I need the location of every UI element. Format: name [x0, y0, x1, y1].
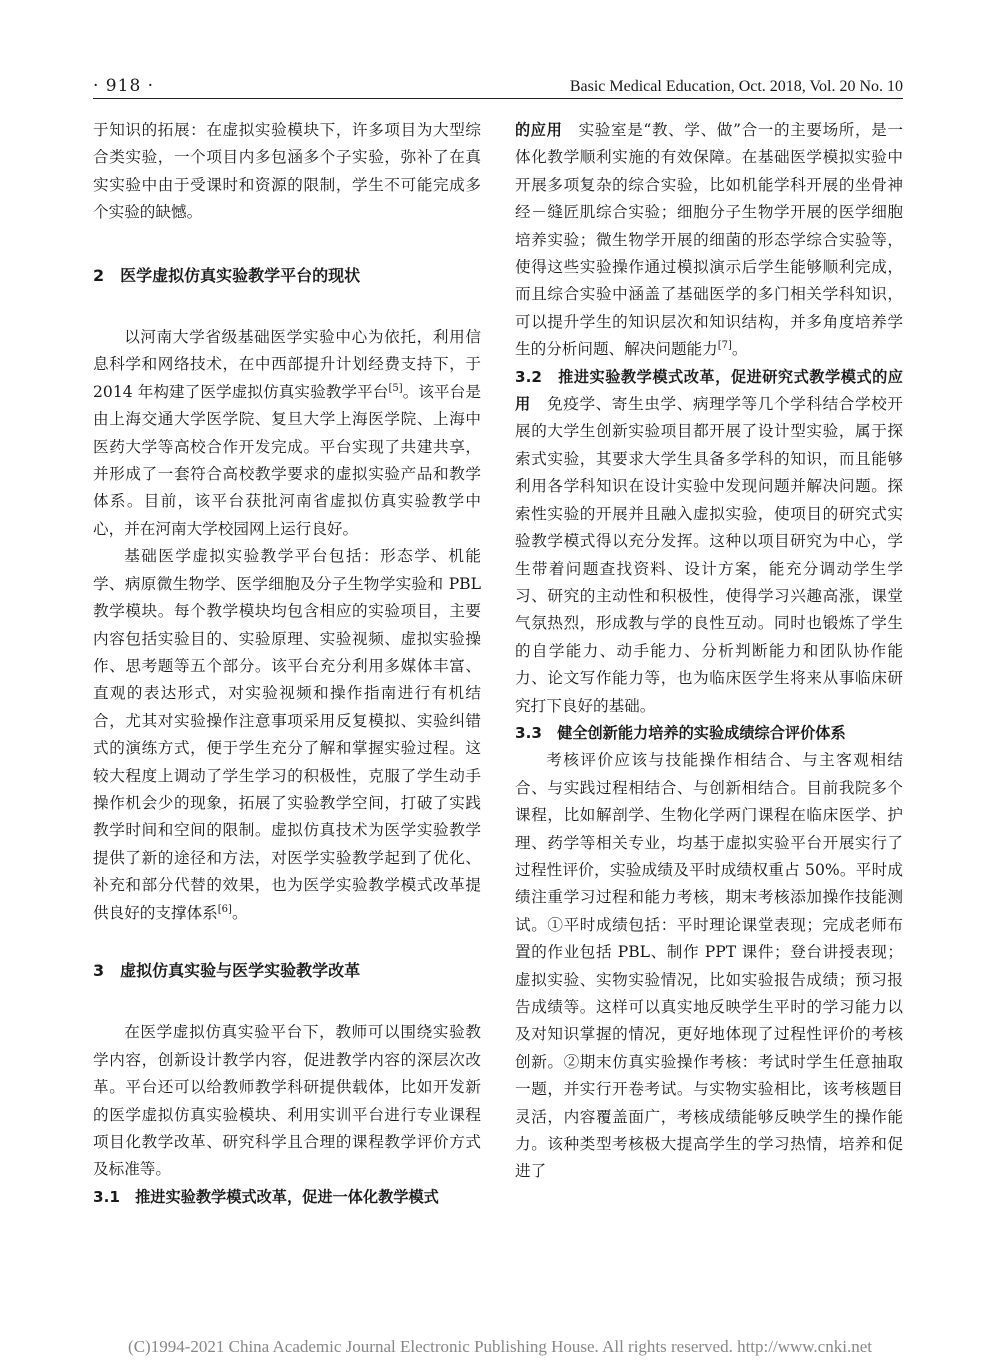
paragraph-text: 免疫学、寄生虫学、病理学等几个学科结合学校开展的大学生创新实验项目都开展了设计型实验，属于探索式实验，其要求大学生具备多学科的知识，而且能够利用各学科知识在设计实验中发现问题并解决问题。探索性实验的开展并且融入虚拟实验，使项目的研究式实验教学模式得以充分发挥。这种以项目研究为中心，学生带着问题查找资料、设计方案，能充分调动学生学习、研究的主动性和积极性，使得学习兴趣高涨，课堂气氛热烈，形成教与学的良性互动。同时也锻炼了学生的自学能力、动手能力、分析判断能力和团队协作能力、论文写作能力等，也为临床医学生将来从事临床研究打下良好的基础。: [515, 395, 903, 715]
paragraph-platform-modules: [93, 543, 481, 927]
subsection-3-3-heading: [515, 720, 903, 747]
journal-citation: Basic Medical Education, Oct. 2018, Vol. 20 No. 10: [569, 78, 903, 95]
subsection-3-1-body: [515, 117, 903, 364]
subsection-heading-text: 3.1 推进实验教学模式改革，促进一体化教学模式: [93, 1187, 439, 1206]
page-number: · 918 ·: [93, 76, 155, 96]
paragraph-section-3-intro: 在医学虚拟仿真实验平台下，教师可以围绕实验教学内容，创新设计教学内容，促进教学内容的深层次改革。平台还可以给教师教学科研提供载体，比如开发新的医学虚拟仿真实验模块、利用实训平台进行专业课程项目化教学改革、研究科学且合理的课程教学评价方式及标准等。: [93, 1023, 481, 1179]
subsection-3-3-body: 考核评价应该与技能操作相结合、与主客观相结合、与实践过程相结合、与创新相结合。目前我院多个课程，比如解剖学、生物化学两门课程在临床医学、护理、药学等相关专业，均基于虚拟实验平台开展实行了过程性评价，实验成绩及平时成绩权重占 50%。平时成绩注重学习过程和能力考核，期末考核添加操作技能测试。①平时成绩包括：平时理论课堂表现；完成老师布置的作业包括 PBL、制作 PPT 课件；登台讲授表现；虚拟实验、实物实验情况，比如实验报告成绩；预习报告成绩等。这样可以真实地反映学生平时的学习能力以及对知识掌握的情况，更好地体现了过程性评价的考核创新。②期末仿真实验操作考核：考试时学生任意抽取一题，并实行开卷考试。与实物实验相比，该考核题目灵活，内容覆盖面广，考核成绩能够反映学生的操作能力。该种类型考核极大提高学生的学习热情，培养和促进了: [515, 751, 903, 1181]
paragraph-text: 。: [231, 903, 248, 922]
paragraph-continuation: 于知识的拓展：在虚拟实验模块下，许多项目为大型综合类实验，一个项目内多包涵多个子实验，弥补了在真实实验中由于受课时和资源的限制，学生不可能完成多个实验的缺憾。: [93, 121, 481, 222]
section-3-heading: 3 虚拟仿真实验与医学实验教学改革: [93, 960, 361, 980]
paragraph-text: 以河南大学省级基础医学实验中心为依托，利用信息科学和网络技术，在中西部提升计划经费支持下，于 2014 年构建了医学虚拟仿真实验教学平台: [93, 328, 481, 401]
citation-ref[interactable]: [7]: [717, 340, 732, 352]
subsection-heading-text: 的应用: [515, 121, 563, 139]
subsection-3-2-heading: 3.2 推进实验教学模式改革，促进研究式教学模式的应用: [515, 367, 903, 414]
subsection-3-1-heading: [93, 1184, 481, 1211]
paragraph-text: 基础医学虚拟实验教学平台包括：形态学、机能学、病原微生物学、医学细胞及分子生物学实验和 PBL 教学模块。每个教学模块均包含相应的实验项目，主要内容包括实验目的、实验原理、实验视频、虚拟实验操作、思考题等五个部分。该平台充分利用多媒体丰富、直观的表达形式，对实验视频和操作指南进行有机结合，尤其对实验操作注意事项采用反复模拟、实验纠错式的演练方式，便于学生充分了解和掌握实验过程。这较大程度上调动了学生学习的积极性，克服了学生动手操作机会少的现象，拓展了实验教学空间，打破了实践教学时间和空间的限制。虚拟仿真技术为医学实验教学提供了新的途径和方法，对医学实验教学起到了优化、补充和部分代替的效果，也为医学实验教学模式改革提供良好的支撑体系: [93, 547, 481, 922]
paragraph-text: 。: [731, 340, 748, 359]
subsection-3-2: [515, 364, 903, 720]
right-column: [515, 117, 903, 1186]
copyright-footer: (C)1994-2021 China Academic Journal Electronic Publishing House. All rights reserved. http://www.cnki.net: [128, 1337, 872, 1356]
citation-ref[interactable]: [6]: [217, 903, 232, 915]
paragraph-platform-intro: [93, 324, 481, 543]
paragraph-text: 。该平台是由上海交通大学医学院、复旦大学上海医学院、上海中医药大学等高校合作开发完成。平台实现了共建共享，并形成了一套符合高校教学要求的虚拟实验产品和教学体系。目前，该平台获批河南省虚拟仿真实验教学中心，并在河南大学校园网上运行良好。: [93, 382, 481, 538]
header-rule: [93, 98, 903, 99]
citation-ref[interactable]: [5]: [388, 382, 403, 394]
subsection-heading-text: 3.3 健全创新能力培养的实验成绩综合评价体系: [515, 723, 846, 742]
paragraph-text: 实验室是“教、学、做”合一的主要场所，是一体化教学顺利实施的有效保障。在基础医学模拟实验中开展多项复杂的综合实验，比如机能学科开展的坐骨神经－缝匠肌综合实验；细胞分子生物学开展的医学细胞培养实验；微生物学开展的细菌的形态学综合实验等，使得这些实验操作通过模拟演示后学生能够顺利完成，而且综合实验中涵盖了基础医学的多门相关学科知识，可以提升学生的知识层次和知识结构，并多角度培养学生的分析问题、解决问题能力: [515, 121, 903, 359]
section-2-heading: 2 医学虚拟仿真实验教学平台的现状: [93, 265, 361, 285]
left-column: [93, 117, 481, 1211]
